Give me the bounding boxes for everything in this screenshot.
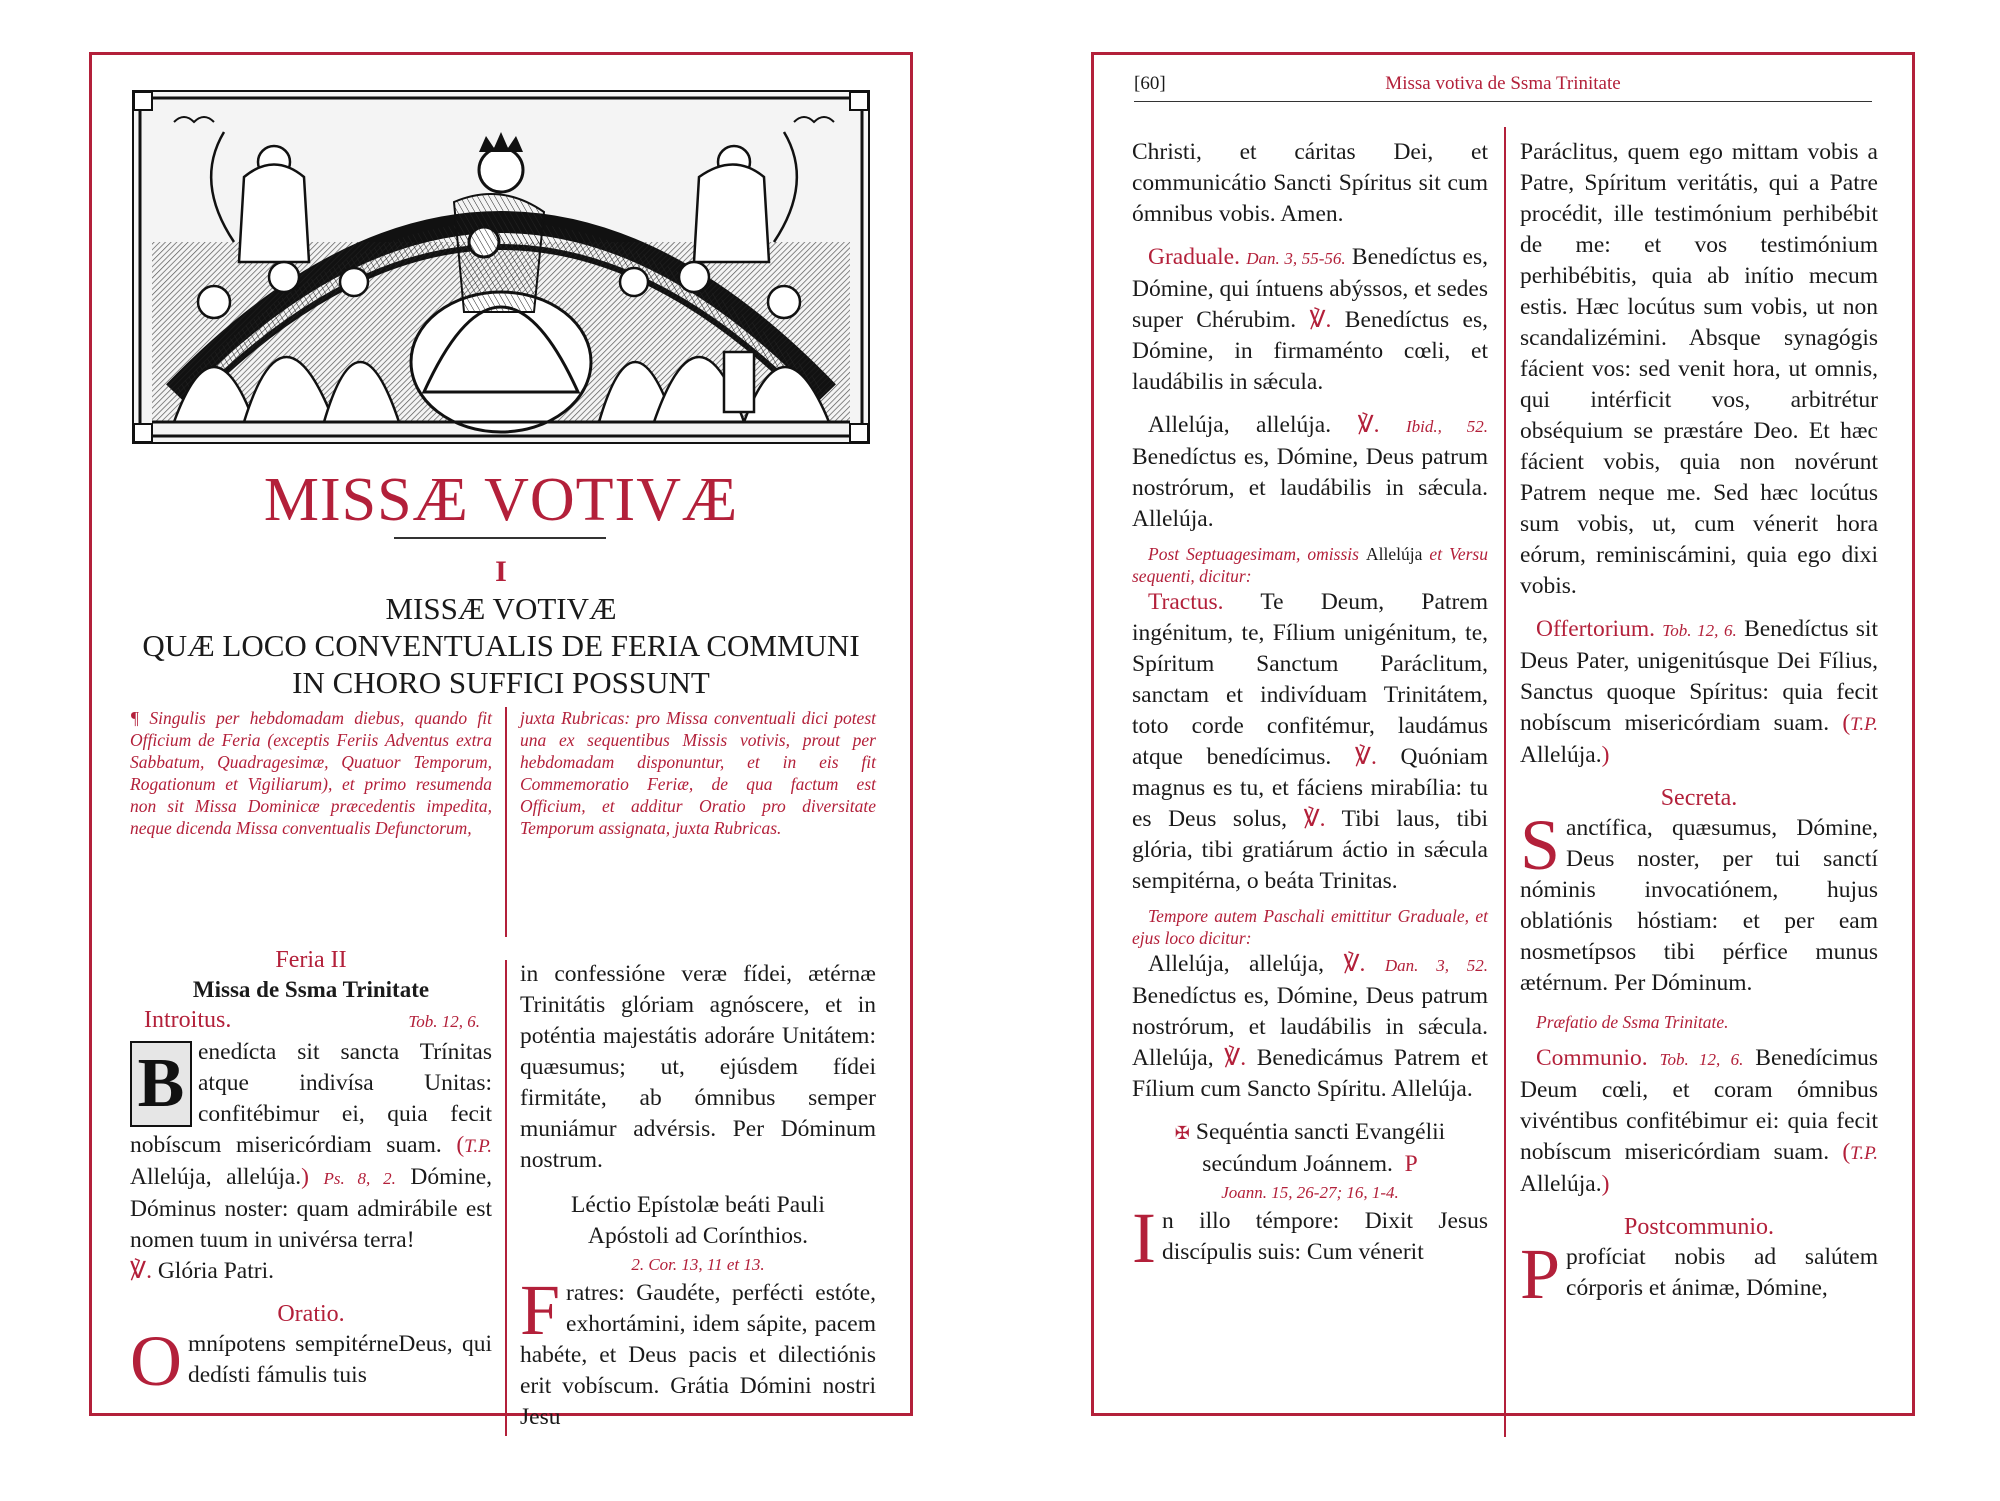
oratio-dropcap: O bbox=[130, 1321, 182, 1401]
running-header bbox=[1134, 71, 1872, 102]
rubric-column-2: juxta Rubricas: pro Missa conventuali dici potest una ex sequentibus Missis votivis, prout per hebdomadam disponuntur, et in eis fit Commemoratio Feriæ, de qua factum est Officium, et additur Oratio pro diversitate Temporum assignata, juxta Rubricas. bbox=[520, 708, 876, 838]
versicle-icon: ℣. bbox=[1343, 951, 1366, 977]
lectio-text: Fratres: Gaudéte, perfécti estóte, exhortámini, idem sápite, pacem habéte, et Deus pacis et dilectiónis erit vobíscum. Grátia Dómini nostri Jesu bbox=[520, 1270, 876, 1430]
main-title: MISSÆ VOTIVÆ bbox=[263, 466, 739, 534]
evangelium-heading: ✠ Sequéntia sancti Evangélii secúndum Joánnem. P Joann. 15, 26-27; 16, 1-4. bbox=[1132, 1117, 1488, 1206]
graduale-text: Graduale. Dan. 3, 55-56. Benedíctus es, Dómine, qui íntuens abýssos, et sedes super Chérubim. ℣. Benedíctus es, Dómine, in firmaménto cœli, et laudábilis in sǽcula. bbox=[1132, 244, 1488, 395]
oratio-heading: Oratio. bbox=[277, 1301, 345, 1327]
postcommunio-heading: Postcommunio. bbox=[1623, 1214, 1774, 1240]
rubric-paschal: Tempore autem Paschali emittitur Graduale, et ejus loco dicitur: bbox=[1132, 906, 1488, 948]
offertorium-text: Offertorium. Tob. 12, 6. Benedíctus sit Deus Pater, unigenitúsque Dei Fílius, Sanctus quoque Spíritus: quia fecit nobíscum misericórdiam suam. (T.P. Allelúja.) bbox=[1520, 616, 1878, 768]
tractus-text: Tractus. Te Deum, Patrem ingénitum, te, Fílium unigénitum, te, Spíritum Sanctum Paráclitum, sanctam et indivíduam Trinitátem, toto corde confitémur, laudámus atque benedícimus. ℣. Quóniam magnus es tu, et fáciens mirabília: tu es Deus solus, ℣. Tibi laus, tibi glória, tibi gratiárum áctio in sǽcula sempitérna, o beáta Trinitas. bbox=[1132, 589, 1488, 894]
column-divider bbox=[1504, 127, 1506, 1437]
section-number: I bbox=[495, 555, 507, 588]
right-page bbox=[1091, 52, 1915, 1416]
evangelium-dropcap: I bbox=[1132, 1198, 1156, 1278]
left-page bbox=[89, 52, 913, 1430]
alleluia-text: Allelúja, allelúja. ℣. Ibid., 52. Benedíctus es, Dómine, Deus patrum nostrórum, et laudábilis in sǽcula. Allelúja. bbox=[1132, 412, 1489, 532]
column-divider bbox=[505, 960, 507, 1436]
section-title-line-3: IN CHORO SUFFICI POSSUNT bbox=[292, 665, 710, 700]
lectio-dropcap: F bbox=[520, 1270, 561, 1350]
introitus-text: B enedícta sit sancta Trínitas atque indivísa Unitas: confitébimur ei, quia fecit nobíscum misericórdiam suam. (T.P. Allelúja, allelúja.) Ps. 8, 2. Dómine, Dóminus noster: quam admirábile est nomen tuum in univérsa terra! ℣. Glória Patri. bbox=[130, 1039, 493, 1284]
rubric-column-divider bbox=[505, 707, 507, 937]
alleluia-paschal-text: Allelúja, allelúja, ℣. Dan. 3, 52. Benedíctus es, Dómine, Deus patrum nostrórum, et laudábilis in sǽcula. Allelúja, ℣. Benedicámus Patrem et Fílium cum Sancto Spíritu. Allelúja. bbox=[1132, 951, 1489, 1102]
rubric-septuagesima: Post Septuagesimam, omissis Allelúja et Versu sequenti, dicitur: bbox=[1132, 544, 1488, 586]
epistle-ending: Christi, et cáritas Dei, et communicátio Sancti Spíritus sit cum ómnibus vobis. Amen. bbox=[1132, 139, 1488, 227]
secreta-heading: Secreta. bbox=[1660, 785, 1738, 811]
evangelium-ref: Joann. 15, 26-27; 16, 1-4. bbox=[1221, 1183, 1399, 1202]
versicle-icon: ℣. bbox=[1309, 307, 1332, 333]
lectio-ref: 2. Cor. 13, 11 et 13. bbox=[631, 1255, 765, 1274]
right-column-2 bbox=[1520, 137, 1878, 1314]
title-divider bbox=[394, 537, 606, 539]
oratio-text: Omnípotens sempitérneDeus, qui dedísti fámulis tuis bbox=[130, 1321, 492, 1401]
versicle-icon: ℣. bbox=[1357, 412, 1380, 438]
running-title: Missa votiva de Ssma Trinitate bbox=[1385, 73, 1621, 94]
left-column-1 bbox=[130, 945, 493, 1401]
missa-title: Missa de Ssma Trinitate bbox=[192, 977, 430, 1002]
introitus-ref: Tob. 12, 6. bbox=[408, 1012, 480, 1031]
introitus-heading bbox=[130, 1005, 492, 1037]
section-title-line-1: MISSÆ VOTIVÆ bbox=[385, 591, 617, 626]
tractus-label: Tractus. bbox=[1148, 589, 1224, 615]
graduale-label: Graduale. bbox=[1148, 244, 1240, 270]
evangelium-continuation: Paráclitus, quem ego mittam vobis a Patre, Spíritum veritátis, qui a Patre procédit, ille testimónium perhibébit de me: et vos testimónium perhibébitis, quia ab inítio mecum estis. Hæc locútus sum vobis, ut non scandalizémini. Absque synagógis fácient vos: sed venit hora, ut omnis, qui intérficit vos, arbitrétur obséquium se præstáre Deo. Et hæc fácient vobis, quia non novérunt Patrem neque me. Sed hæc locútus sum vobis, ut, cum vénerit hora eórum, reminiscámini, quia ego dixi vobis. bbox=[1520, 139, 1878, 599]
introitus-dropcap: B bbox=[130, 1041, 192, 1127]
praefatio-rubric: Præfatio de Ssma Trinitate. bbox=[1536, 1012, 1729, 1032]
versicle-icon: ℣. bbox=[1224, 1045, 1247, 1071]
feria-heading: Feria II bbox=[275, 947, 347, 973]
left-column-2 bbox=[520, 959, 876, 1433]
versicle-icon: ℣. bbox=[130, 1258, 152, 1284]
section-title-line-2: QUÆ LOCO CONVENTUALIS DE FERIA COMMUNI bbox=[142, 628, 860, 663]
communio-label: Communio. bbox=[1536, 1045, 1648, 1071]
introitus-label: Introitus. bbox=[144, 1007, 232, 1033]
engraving-banner-image bbox=[132, 90, 870, 444]
rubric-column-1: ¶ Singulis per hebdomadam diebus, quando fit Officium de Feria (exceptis Feriis Adventus extra Sabbatum, Quadragesimæ, Quatuor Temporum, Rogationum et Vigiliarum), et primo resumenda non sit Missa Dominicæ præcedentis impedita, neque dicenda Missa conventualis Defunctorum, bbox=[130, 708, 492, 838]
secreta-dropcap: S bbox=[1520, 805, 1561, 885]
page-number: [60] bbox=[1134, 73, 1166, 94]
communio-text: Communio. Tob. 12, 6. Benedícimus Deum cœli, et coram ómnibus vivéntibus confitébimur ei: quia fecit nobíscum misericórdiam suam. (T.P. Allelúja.) bbox=[1520, 1045, 1878, 1197]
versicle-icon: ℣. bbox=[1303, 806, 1326, 832]
right-column-1 bbox=[1132, 137, 1489, 1278]
offertorium-label: Offertorium. bbox=[1536, 616, 1655, 642]
lectio-heading: Léctio Epístolæ beáti Pauli Apóstoli ad Corínthios. 2. Cor. 13, 11 et 13. bbox=[520, 1190, 876, 1278]
evangelium-text: In illo témpore: Dixit Jesus discípulis suis: Cum vénerit bbox=[1132, 1198, 1488, 1278]
postcommunio-dropcap: P bbox=[1520, 1234, 1561, 1314]
section-title bbox=[92, 590, 910, 701]
secreta-text: Sanctífica, quæsumus, Dómine, Deus noster, per tui sanctí nóminis invocatiónem, hujus oblatiónis hóstiam: et per eam nosmetípsos tibi pérfice munus ætérnum. Per Dóminum. bbox=[1520, 805, 1878, 996]
oratio-continuation: in confessióne veræ fídei, ætérnæ Trinitátis glóriam agnóscere, et in poténtia majestátis adoráre Unitátem: quæsumus; ut, ejúsdem fídei firmitáte, ab ómnibus semper muniámur advérsis. Per Dóminum nostrum. bbox=[520, 961, 876, 1173]
versicle-icon: ℣. bbox=[1354, 744, 1377, 770]
postcommunio-text: Pprofíciat nobis ad salútem córporis et ánimæ, Dómine, bbox=[1520, 1234, 1878, 1314]
cross-icon: ✠ bbox=[1174, 1123, 1190, 1143]
